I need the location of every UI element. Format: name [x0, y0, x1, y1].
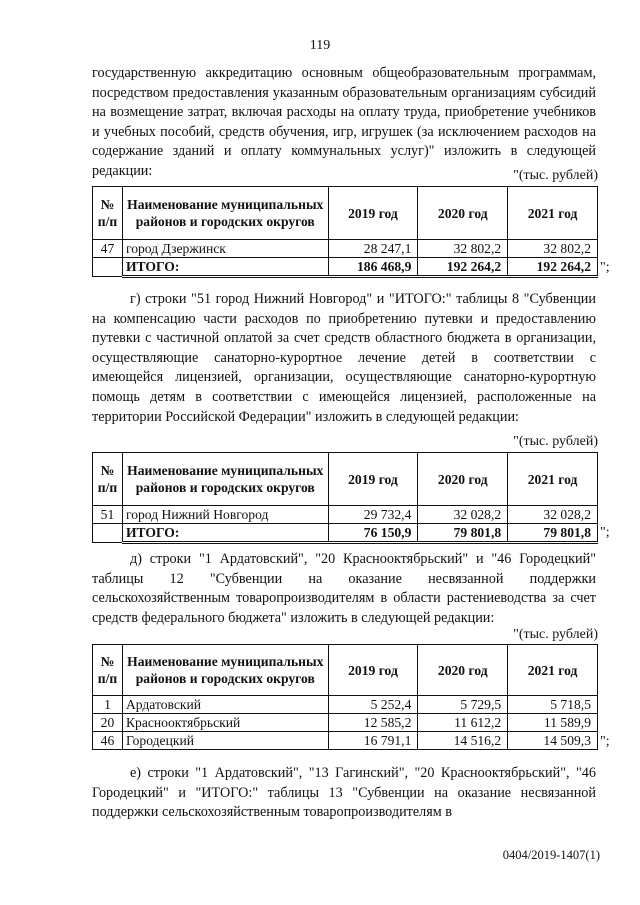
- table-row: [93, 714, 598, 732]
- total-2019: 76 150,9: [328, 524, 418, 543]
- row-num: 46: [93, 732, 123, 750]
- row-name: город Нижний Новгород: [122, 506, 328, 524]
- units-label: "(тыс. рублей): [513, 434, 598, 449]
- table-row: [93, 506, 598, 524]
- row-2019: 12 585,2: [328, 714, 418, 732]
- table-header-row: [93, 645, 598, 696]
- header-2019: 2019 год: [328, 453, 418, 506]
- header-name: Наименование муниципальных районов и городских округов: [122, 645, 328, 696]
- total-2019: 186 468,9: [328, 258, 418, 277]
- row-2019: 16 791,1: [328, 732, 418, 750]
- header-num: № п/п: [93, 187, 123, 240]
- header-name: Наименование муниципальных районов и городских округов: [122, 453, 328, 506]
- paragraph-item-e: е) строки "1 Ардатовский", "13 Гагинский", "20 Краснооктябрьский", "46 Городецкий" и "ИТОГО:" таблицы 13 "Субвенции на оказание несвязанной поддержки сельскохозяйственным товаропроизводителям в: [92, 765, 596, 821]
- page-number: 119: [309, 38, 331, 53]
- table-subsidies-education: [92, 186, 598, 278]
- total-2021: 192 264,2: [508, 258, 598, 277]
- header-2021: 2021 год: [508, 645, 598, 696]
- total-2020: 192 264,2: [418, 258, 508, 277]
- row-2019: 29 732,4: [328, 506, 418, 524]
- total-num-cell: [93, 524, 123, 543]
- row-2019: 5 252,4: [328, 696, 418, 714]
- row-2020: 14 516,2: [418, 732, 508, 750]
- units-label: "(тыс. рублей): [513, 627, 598, 642]
- row-2021: 14 509,3: [508, 732, 598, 750]
- closing-quote-mark: ";: [600, 260, 610, 275]
- header-num: № п/п: [93, 453, 123, 506]
- table-header-row: [93, 453, 598, 506]
- total-label: ИТОГО:: [122, 258, 328, 277]
- table-total-row: [93, 258, 598, 277]
- closing-quote-mark: ";: [600, 525, 610, 540]
- table-row: [93, 696, 598, 714]
- row-name: Краснооктябрьский: [122, 714, 328, 732]
- row-name: город Дзержинск: [122, 240, 328, 258]
- table-subsidies-recreation: [92, 452, 598, 544]
- total-num-cell: [93, 258, 123, 277]
- row-2020: 32 802,2: [418, 240, 508, 258]
- row-2021: 11 589,9: [508, 714, 598, 732]
- table-subsidies-agriculture: [92, 644, 598, 750]
- row-num: 51: [93, 506, 123, 524]
- row-num: 47: [93, 240, 123, 258]
- row-2019: 28 247,1: [328, 240, 418, 258]
- paragraph-item-d: д) строки "1 Ардатовский", "20 Краснооктябрьский" и "46 Городецкий" таблицы 12 "Субвенции на оказание несвязанной поддержки сельскохозяйственным товаропроизводителям в области растениеводства за счет средств федерального бюджета" изложить в следующей редакции:: [92, 551, 596, 626]
- header-2021: 2021 год: [508, 453, 598, 506]
- header-num: № п/п: [93, 645, 123, 696]
- row-2021: 32 028,2: [508, 506, 598, 524]
- header-2019: 2019 год: [328, 645, 418, 696]
- document-code: 0404/2019-1407(1): [502, 848, 600, 862]
- row-name: Ардатовский: [122, 696, 328, 714]
- header-2020: 2020 год: [418, 453, 508, 506]
- row-2020: 5 729,5: [418, 696, 508, 714]
- row-2020: 11 612,2: [418, 714, 508, 732]
- header-2019: 2019 год: [328, 187, 418, 240]
- row-num: 20: [93, 714, 123, 732]
- table-row: [93, 732, 598, 750]
- units-label: "(тыс. рублей): [513, 168, 598, 183]
- row-2021: 5 718,5: [508, 696, 598, 714]
- table-row: [93, 240, 598, 258]
- header-name: Наименование муниципальных районов и городских округов: [122, 187, 328, 240]
- table-header-row: [93, 187, 598, 240]
- closing-quote-mark: ";: [600, 734, 610, 749]
- header-2020: 2020 год: [418, 187, 508, 240]
- paragraph-item-g: г) строки "51 город Нижний Новгород" и "ИТОГО:" таблицы 8 "Субвенции на компенсацию части расходов по приобретению путевки и предоставлению путевки с частичной оплатой за счет средств областного бюджета в организации, осуществляющие санаторно-курортное лечение детей в соответствии с имеющейся лицензией, организации, осуществляющие санаторно-курортную помощь детям в соответствии с имеющейся лицензией, расположенные на территории Российской Федерации" изложить в следующей редакции:: [92, 291, 596, 425]
- row-2020: 32 028,2: [418, 506, 508, 524]
- paragraph-continuation: государственную аккредитацию основным общеобразовательным программам, посредством предоставления указанным образовательным организациям субсидий на возмещение затрат, включая расходы на оплату труда, приобретение учебников и учебных пособий, средств обучения, игр, игрушек (за исключением расходов на содержание зданий и оплату коммунальных услуг)" изложить в следующей редакции:: [92, 65, 596, 179]
- header-2020: 2020 год: [418, 645, 508, 696]
- row-2021: 32 802,2: [508, 240, 598, 258]
- header-2021: 2021 год: [508, 187, 598, 240]
- table-total-row: [93, 524, 598, 543]
- total-2021: 79 801,8: [508, 524, 598, 543]
- total-label: ИТОГО:: [122, 524, 328, 543]
- total-2020: 79 801,8: [418, 524, 508, 543]
- row-name: Городецкий: [122, 732, 328, 750]
- row-num: 1: [93, 696, 123, 714]
